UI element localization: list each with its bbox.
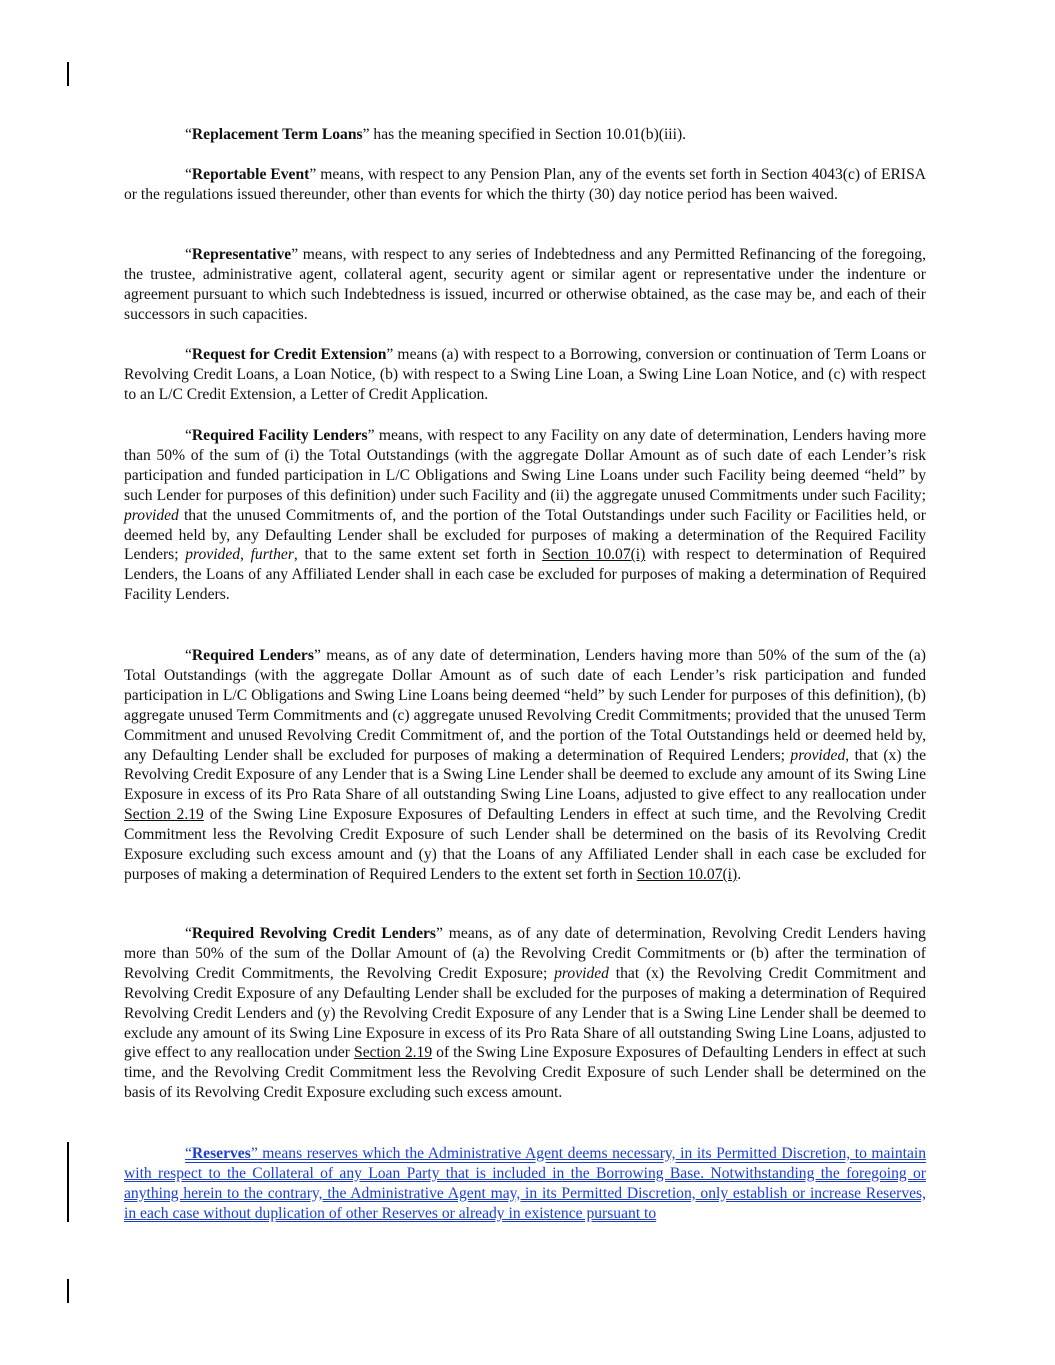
defined-term: Request for Credit Extension [191, 346, 387, 363]
definition-text: . [737, 865, 742, 883]
definition-text: means, with respect to any Pension Plan, any of the events set forth in Section 4043(c) of ERISA or the regulations issued thereunder, other than events for which the thirty (30) day notice period has been waived. [124, 166, 926, 203]
definition-text: of the Swing Line Exposure Exposures of Defaulting Lenders in effect at such time, and the Revolving Credit Commitment less the Revolving Credit Exposure of such Lender shall be determined on the basis of its Revolving Credit Exposure excluding such excess amount. [124, 1044, 926, 1102]
definition-text: , that (x) the Revolving Credit Exposure of any Lender that is a Swing Line Lender shall be deemed to exclude any amount of its Swing Line Exposure in excess of its Pro Rata Share of all outstanding Swing Line Loans, adjusted to give effect to any reallocation under [124, 746, 926, 804]
definition-representative: “Representative” means, with respect to any series of Indebtedness and any Permitted Refinancing of the foregoing, the trustee, administrative agent, collateral agent, security agent or similar agent or representative under the indenture or agreement pursuant to which such Indebtedness is issued, incurred or otherwise obtained, as the case may be, and each of their successors in such capacities. [124, 246, 926, 323]
section-reference: Section 10.07(i) [636, 865, 738, 883]
defined-term: Reserves [191, 1145, 251, 1162]
italic-text: provided, further [185, 546, 294, 564]
definition-request-for-credit-extension: “Request for Credit Extension” means (a) with respect to a Borrowing, conversion or continuation of Term Loans or Revolving Credit Loans, a Loan Notice, (b) with respect to a Swing Line Loan, a Swing Line Loan Notice, and (c) with respect to an L/C Credit Extension, a Letter of Credit Application. [124, 346, 926, 403]
change-bar-reserves [67, 1142, 69, 1222]
section-reference: Section 2.19 [124, 806, 204, 824]
definition-required-facility-lenders: “Required Facility Lenders” means, with respect to any Facility on any date of determination, Lenders having more than 50% of the sum of (i) the Total Outstandings (with the aggregate Dollar Amount as of such date of each Lender’s risk participation and funded participation in L/C Obligations and Swing Line Loans under such Facility being deemed “held” by such Lender for purposes of this definition) under such Facility and (ii) the aggregate unused Commitments under such Facility; provided that the unused Commitments of, and the portion of the Total Outstandings under such Facility or Facilities held, or deemed held by, any Defaulting Lender shall be excluded for purposes of making a determination of the Required Facility Lenders; provided, further, that to the same extent set forth in Section 10.07(i) with respect to determination of Required Lenders, the Loans of any Affiliated Lender shall in each case be excluded for purposes of making a determination of Required Facility Lenders. [124, 427, 926, 604]
definition-text: , that to the same extent set forth in [293, 546, 543, 564]
definition-required-revolving-credit-lenders: “Required Revolving Credit Lenders” means, as of any date of determination, Revolving Credit Lenders having more than 50% of the sum of the Dollar Amount of (a) the Revolving Credit Commitments or (b) after the termination of Revolving Credit Commitments, the Revolving Credit Exposure; provided that (x) the Revolving Credit Commitment and Revolving Credit Exposure of any Defaulting Lender shall be excluded for the purposes of making a determination of Required Revolving Credit Lenders and (y) the Revolving Credit Exposure of any Lender that is a Swing Line Lender shall be deemed to exclude any amount of its Swing Line Exposure in excess of its Pro Rata Share of all outstanding Swing Line Loans, adjusted to give effect to any reallocation under Section 2.19 of the Swing Line Exposure Exposures of Defaulting Lenders in effect at such time, and the Revolving Credit Commitment less the Revolving Credit Exposure of such Lender shall be determined on the basis of its Revolving Credit Exposure excluding such excess amount. [124, 925, 927, 1102]
change-bar-top [67, 62, 69, 86]
definition-reserves-inserted: “Reserves” means reserves which the Administrative Agent deems necessary, in its Permitted Discretion, to maintain with respect to the Collateral of any Loan Party that is included in the Borrowing Base. Notwithstanding the foregoing or anything herein to the contrary, the Administrative Agent may, in its Permitted Discretion, only establish or increase Reserves, in each case without duplication of other Reserves or already in existence pursuant to [124, 1145, 926, 1222]
definition-text: means, with respect to any Facility on any date of determination, Lenders having more than 50% of the sum of (i) the Total Outstandings (with the aggregate Dollar Amount as of such date of each Lender’s risk participation and funded participation in L/C Obligations and Swing Line Loans under such Facility being deemed “held” by such Lender for purposes of this definition) under such Facility and (ii) the aggregate unused Commitments under such Facility; [124, 427, 926, 504]
defined-term: Replacement Term Loans [191, 126, 363, 143]
definition-text: means reserves which the Administrative Agent deems necessary, in its Permitted Discretion, to maintain with respect to the Collateral of any Loan Party that is included in the Borrowing Base. Notwithstanding the foregoing or anything herein to the contrary, the Administrative Agent may, in its Permitted Discretion, only establish or increase Reserves, in each case without duplication of other Reserves or already in existence pursuant to [124, 1145, 926, 1222]
definition-text: has the meaning specified in Section 10.01(b)(iii). [369, 126, 687, 143]
definition-text: with respect to determination of Required Lenders, the Loans of any Affiliated Lender shall in each case be excluded for purposes of making a determination of Required Facility Lenders. [124, 546, 926, 604]
definition-reportable-event: “Reportable Event” means, with respect to any Pension Plan, any of the events set forth in Section 4043(c) of ERISA or the regulations issued thereunder, other than events for which the thirty (30) day notice period has been waived. [124, 166, 926, 203]
defined-term: Required Revolving Credit Lenders [191, 925, 436, 942]
italic-text: provided [554, 964, 609, 982]
definition-replacement-term-loans: “Replacement Term Loans” has the meaning specified in Section 10.01(b)(iii). [185, 126, 687, 143]
section-reference: Section 2.19 [354, 1044, 433, 1062]
defined-term: Reportable Event [191, 166, 310, 183]
section-reference: Section 10.07(i) [542, 546, 646, 564]
italic-text: provided [124, 506, 179, 524]
definition-text: of the Swing Line Exposure Exposures of Defaulting Lenders in effect at such time, and the Revolving Credit Commitment less the Revolving Credit Exposure of such Lender shall be determined on the basis of its Revolving Credit Exposure excluding such excess amount and (y) that the Loans of any Affiliated Lender shall in each case be excluded for purposes of making a determination of Required Lenders to the extent set forth in [124, 806, 926, 883]
defined-term: Required Facility Lenders [191, 427, 368, 444]
change-bar-bottom [67, 1279, 69, 1303]
defined-term: Required Lenders [191, 647, 314, 664]
definition-text: that the unused Commitments of, and the portion of the Total Outstandings under such Facility or Facilities held, or deemed held by, any Defaulting Lender shall be excluded for purposes of making a determination of the Required Facility Lenders; [124, 506, 926, 564]
definition-text: means, with respect to any series of Indebtedness and any Permitted Refinancing of the foregoing, the trustee, administrative agent, collateral agent, security agent or similar agent or representative under the indenture or agreement pursuant to which such Indebtedness is issued, incurred or otherwise obtained, as the case may be, and each of their successors in such capacities. [124, 246, 926, 323]
italic-text: provided [790, 746, 846, 764]
definition-required-lenders: “Required Lenders” means, as of any date of determination, Lenders having more than 50% of the sum of the (a) Total Outstandings (with the aggregate Dollar Amount as of such date of each Lender’s risk participation and funded participation in L/C Obligations and Swing Line Loans being deemed “held” by such Lender for purposes of this definition), (b) aggregate unused Term Commitments and (c) aggregate unused Revolving Credit Commitments; provided that the unused Term Commitment and unused Revolving Credit Commitment of, and the portion of the Total Outstandings held or deemed held by, any Defaulting Lender shall be excluded for purposes of making a determination of Required Lenders; provided, that (x) the Revolving Credit Exposure of any Lender that is a Swing Line Lender shall be deemed to exclude any amount of its Swing Line Exposure in excess of its Pro Rata Share of all outstanding Swing Line Loans, adjusted to give effect to any reallocation under Section 2.19 of the Swing Line Exposure Exposures of Defaulting Lenders in effect at such time, and the Revolving Credit Commitment less the Revolving Credit Exposure of such Lender shall be determined on the basis of its Revolving Credit Exposure excluding such excess amount and (y) that the Loans of any Affiliated Lender shall in each case be excluded for purposes of making a determination of Required Lenders to the extent set forth in Section 10.07(i). [124, 647, 926, 883]
definition-text: that (x) the Revolving Credit Commitment and Revolving Credit Exposure of any Defaulting Lender shall be excluded for the purposes of making a determination of Required Revolving Credit Lenders and (y) the Revolving Credit Exposure of any Lender that is a Swing Line Lender shall be deemed to exclude any amount of its Swing Line Exposure in excess of its Pro Rata Share of all outstanding Swing Line Loans, adjusted to give effect to any reallocation under [124, 964, 927, 1062]
definition-text: means, as of any date of determination, Lenders having more than 50% of the sum of the (a) Total Outstandings (with the aggregate Dollar Amount as of such date of each Lender’s risk participation and funded participation in L/C Obligations and Swing Line Loans being deemed “held” by such Lender for purposes of this definition), (b) aggregate unused Term Commitments and (c) aggregate unused Revolving Credit Commitments; provided that the unused Term Commitment and unused Revolving Credit Commitment of, and the portion of the Total Outstandings held or deemed held by, any Defaulting Lender shall be excluded for purposes of making a determination of Required Lenders; [124, 647, 926, 764]
definition-text: means (a) with respect to a Borrowing, conversion or continuation of Term Loans or Revolving Credit Loans, a Loan Notice, (b) with respect to a Swing Line Loan, a Swing Line Loan Notice, and (c) with respect to an L/C Credit Extension, a Letter of Credit Application. [124, 346, 926, 403]
defined-term: Representative [191, 246, 292, 263]
definition-text: means, as of any date of determination, Revolving Credit Lenders having more than 50% of the sum of the Dollar Amount of (a) the Revolving Credit Commitments or (b) after the termination of Revolving Credit Commitments, the Revolving Credit Exposure; [124, 925, 926, 982]
